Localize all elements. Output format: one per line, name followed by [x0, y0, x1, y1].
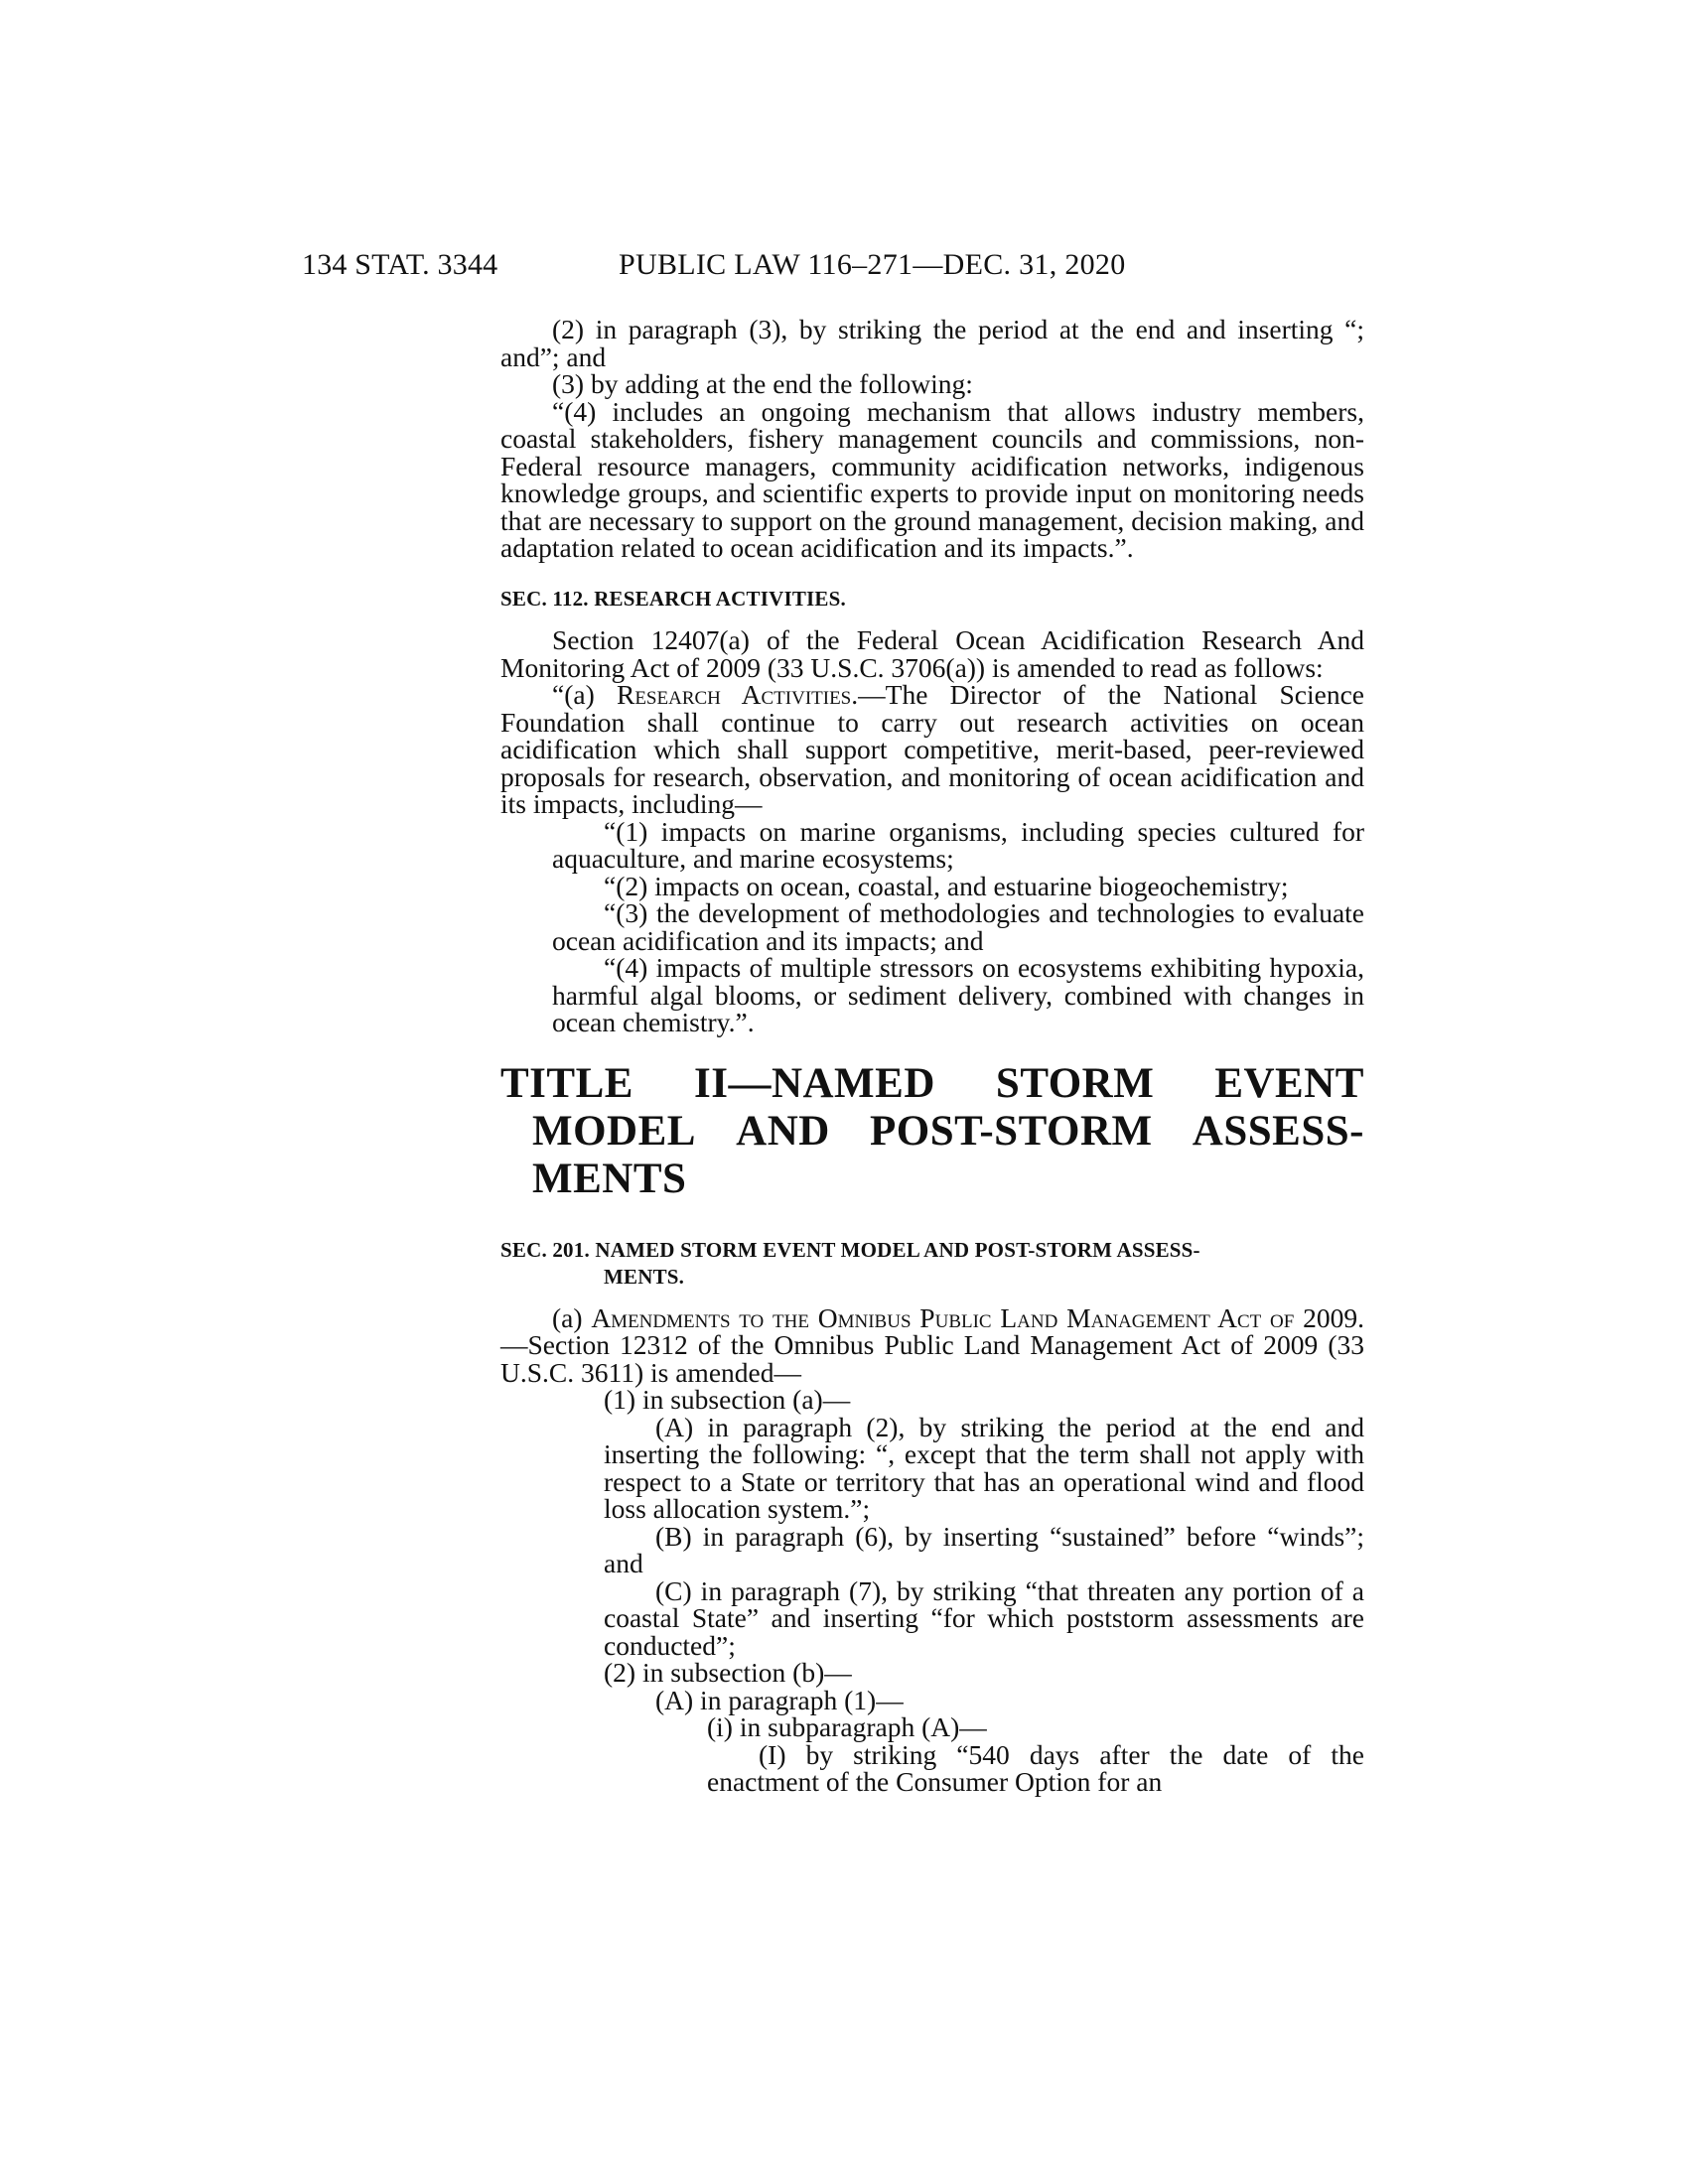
section-201-heading-line-2: MENTS. [604, 1264, 685, 1289]
section-201-item-2: (2) in subsection (b)— [604, 1657, 852, 1688]
document-body [500, 316, 1364, 1796]
section-201-heading-line-1: SEC. 201. NAMED STORM EVENT MODEL AND POST-STORM ASSESS- [500, 1237, 1200, 1262]
subsection-a-caption: Research Activities [616, 679, 852, 710]
section-112-intro: Section 12407(a) of the Federal Ocean Acidification Research And Monitoring Act of 2009 (33 U.S.C. 3706(a)) is amended to read as follows: [500, 624, 1364, 683]
running-header: PUBLIC LAW 116–271—DEC. 31, 2020 [619, 248, 1126, 281]
title-word: TITLE [500, 1059, 633, 1107]
title-ii-heading [500, 1060, 1364, 1203]
subsection-a-caption: Amendments to the Omnibus Public Land Management Act of 2009 [591, 1301, 1358, 1333]
title-word: II—NAMED [693, 1059, 935, 1107]
title-word: ASSESS- [1192, 1107, 1364, 1155]
stat-page-number: 134 STAT. 3344 [302, 248, 498, 281]
section-201-item-1A: (A) in paragraph (2), by striking the period at the end and inserting the following: “, except that the term shall not apply with respect to a State or territory that has an operational wind and flood loss allocation system.”; [604, 1411, 1364, 1524]
section-201-item-1C: (C) in paragraph (7), by striking “that threaten any portion of a coastal State” and inserting “for which poststorm assessments are conducted”; [604, 1574, 1364, 1661]
title-word: STORM [995, 1059, 1155, 1107]
title-word: POST-STORM [870, 1107, 1153, 1155]
title-line-2 [532, 1108, 1364, 1156]
subsection-a-text: .—Section 12312 of the Omnibus Public Land Management Act of 2009 (33 U.S.C. 3611) is amended— [500, 1301, 1365, 1388]
title-line-1 [500, 1060, 1364, 1108]
section-112-subsection-a [500, 681, 1364, 818]
paragraph-3: (3) by adding at the end the following: [552, 368, 973, 399]
title-word: MENTS [532, 1155, 687, 1202]
paragraph-2: (2) in paragraph (3), by striking the period at the end and inserting “; and”; and [500, 314, 1364, 372]
section-201-item-2AiI: (I) by striking “540 days after the date of the enactment of the Consumer Option for an [707, 1738, 1364, 1797]
section-112-heading: SEC. 112. RESEARCH ACTIVITIES. [500, 586, 846, 611]
subsection-a-prefix: (a) [552, 1301, 592, 1333]
section-201-item-2A: (A) in paragraph (1)— [655, 1684, 904, 1715]
section-201-item-2Ai: (i) in subparagraph (A)— [707, 1711, 987, 1742]
section-112-item-1: “(1) impacts on marine organisms, including species cultured for aquaculture, and marine ecosystems; [552, 815, 1364, 874]
paragraph-3-quoted: “(4) includes an ongoing mechanism that allows industry members, coastal stakeholders, fishery management councils and commissions, non-Federal resource managers, community acidification networks, indigenous knowledge groups, and scientific experts to provide input on monitoring needs that are necessary to support on the ground management, decision making, and adaptation related to ocean acidification and its impacts.”. [500, 395, 1364, 563]
section-112-item-4: “(4) impacts of multiple stressors on ecosystems exhibiting hypoxia, harmful algal blooms, or sediment delivery, combined with changes in ocean chemistry.”. [552, 952, 1364, 1037]
subsection-a-text: .—The Director of the National Science Foundation shall continue to carry out research activities on ocean acidification which shall support competitive, merit-based, peer-reviewed proposals for research, observation, and monitoring of ocean acidification and its impacts, including— [500, 679, 1364, 819]
section-112-item-2: “(2) impacts on ocean, coastal, and estuarine biogeochemistry; [604, 870, 1289, 901]
section-201-item-1: (1) in subsection (a)— [604, 1384, 851, 1415]
subsection-a-prefix: “(a) [552, 679, 617, 710]
section-201-heading [500, 1237, 1364, 1291]
section-201-item-1B: (B) in paragraph (6), by inserting “sustained” before “winds”; and [604, 1520, 1364, 1578]
title-word: EVENT [1214, 1059, 1364, 1107]
title-word: MODEL [532, 1107, 696, 1155]
section-112-item-3: “(3) the development of methodologies and technologies to evaluate ocean acidification and its impacts; and [552, 897, 1364, 956]
section-201-subsection-a [500, 1301, 1365, 1388]
title-line-3 [532, 1156, 1364, 1203]
title-word: AND [736, 1107, 830, 1155]
